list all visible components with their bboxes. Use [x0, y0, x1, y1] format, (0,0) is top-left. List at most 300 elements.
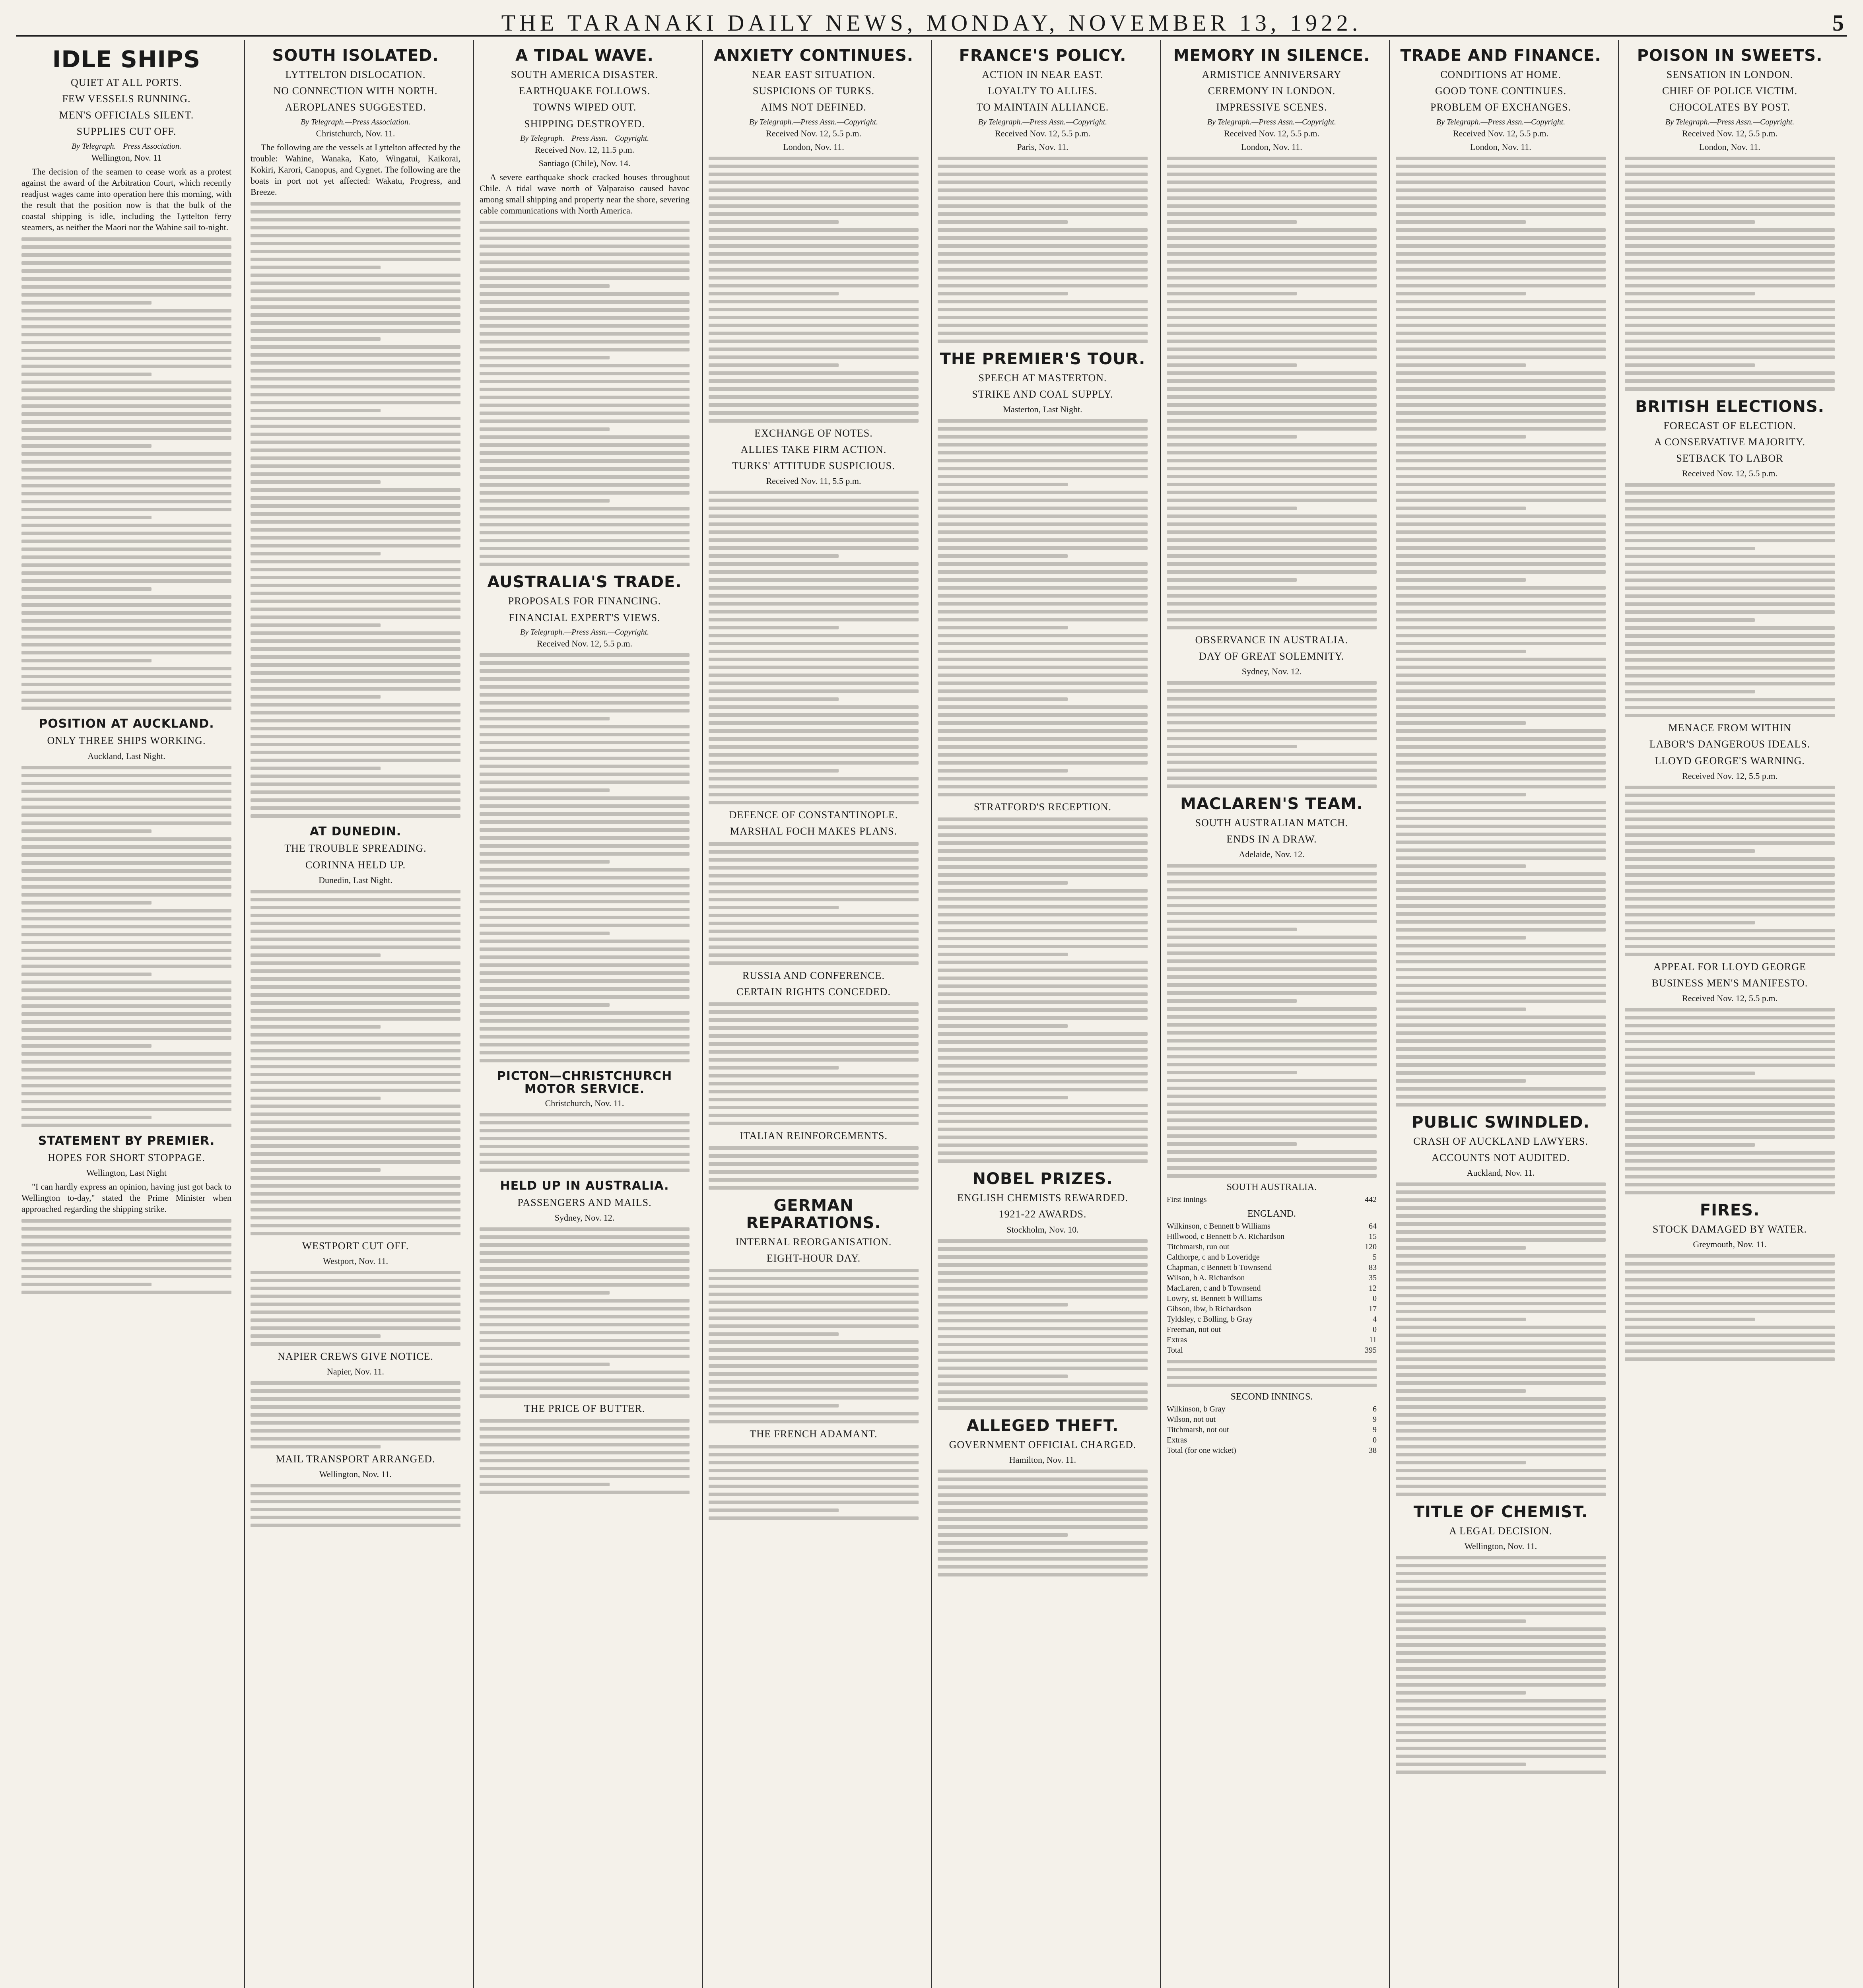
- text-line: [1167, 888, 1377, 891]
- subheading: NEAR EAST SITUATION.: [752, 69, 876, 80]
- text-line: [709, 1114, 919, 1117]
- subheading: SETBACK TO LABOR: [1676, 452, 1783, 464]
- dateline: Received Nov. 12, 5.5 p.m.: [1682, 468, 1778, 479]
- text-line: [251, 1017, 460, 1021]
- text-line: [1396, 1286, 1606, 1289]
- text-line: [938, 427, 1148, 431]
- text-line: [480, 316, 690, 320]
- column-2: [245, 40, 466, 1988]
- runs-value: 395: [1365, 1346, 1377, 1355]
- text-line: [21, 965, 231, 968]
- text-line: [480, 276, 690, 280]
- text-line: [1396, 1302, 1606, 1305]
- text-line: [1396, 896, 1606, 900]
- text-line: [21, 1235, 231, 1239]
- text-line: [938, 1549, 1148, 1553]
- text-line: [1167, 435, 1297, 439]
- text-line: [21, 595, 231, 599]
- text-line: [1625, 1032, 1835, 1035]
- text-line: [1625, 181, 1835, 184]
- batsman-name: Wilkinson, c Bennett b Williams: [1167, 1222, 1270, 1231]
- text-line: [1625, 602, 1835, 606]
- text-line: [251, 226, 460, 229]
- text-line: [480, 1027, 690, 1031]
- text-line: [1625, 953, 1835, 956]
- text-line: [938, 953, 1068, 956]
- text-line: [21, 500, 231, 503]
- text-line: [21, 813, 231, 817]
- text-line: [1396, 745, 1606, 749]
- text-line: [938, 1477, 1148, 1481]
- text-line: [938, 220, 1068, 224]
- article-text-block: [251, 202, 460, 818]
- text-line: [1625, 1064, 1835, 1067]
- text-line: [251, 1405, 460, 1409]
- text-line: [1396, 530, 1606, 534]
- text-line: [1167, 236, 1377, 240]
- text-line: [480, 979, 690, 983]
- text-line: [251, 321, 460, 325]
- text-line: [709, 1508, 839, 1512]
- text-line: [938, 1096, 1068, 1099]
- text-line: [480, 245, 690, 248]
- text-line: [480, 364, 690, 367]
- text-line: [938, 300, 1148, 303]
- text-line: [1625, 937, 1835, 940]
- text-line: [938, 642, 1148, 645]
- text-line: [1396, 1095, 1606, 1099]
- text-line: [251, 329, 460, 333]
- text-line: [480, 1169, 690, 1172]
- text-line: [1167, 681, 1377, 685]
- text-line: [709, 866, 919, 870]
- subheading: AEROPLANES SUGGESTED.: [285, 101, 426, 113]
- text-line: [480, 467, 690, 471]
- text-line: [1396, 594, 1606, 598]
- text-line: [1625, 833, 1835, 837]
- text-line: [251, 806, 460, 810]
- text-line: [251, 512, 460, 516]
- text-line: [251, 1224, 460, 1227]
- text-line: [21, 627, 231, 631]
- text-line: [938, 1493, 1148, 1497]
- text-line: [251, 1025, 381, 1029]
- text-line: [21, 782, 231, 785]
- text-line: [938, 459, 1148, 462]
- text-line: [21, 1275, 231, 1278]
- text-line: [938, 1509, 1148, 1513]
- text-line: [1625, 483, 1835, 487]
- text-line: [480, 237, 690, 240]
- text-line: [21, 1227, 231, 1231]
- text-line: [1625, 1183, 1835, 1186]
- text-line: [1396, 499, 1606, 502]
- text-line: [480, 1371, 690, 1374]
- text-line: [1625, 1318, 1755, 1321]
- text-line: [1625, 555, 1835, 558]
- dateline: Wellington, Nov. 11.: [1464, 1541, 1537, 1551]
- text-line: [938, 1080, 1148, 1083]
- text-line: [938, 1327, 1148, 1330]
- text-line: [21, 611, 231, 615]
- text-line: [1625, 300, 1835, 303]
- text-line: [938, 316, 1148, 319]
- text-line: [251, 1041, 460, 1044]
- text-line: [1167, 729, 1377, 732]
- text-line: [1396, 1572, 1606, 1575]
- text-line: [251, 361, 460, 365]
- text-line: [1396, 1731, 1606, 1734]
- text-line: [21, 277, 231, 281]
- text-line: [251, 1287, 460, 1290]
- text-line: [1396, 1270, 1606, 1274]
- subheading: LLOYD GEORGE'S WARNING.: [1655, 755, 1805, 767]
- text-line: [251, 1524, 460, 1527]
- text-line: [480, 404, 690, 407]
- text-line: [1167, 475, 1377, 478]
- scorecard-row: [1167, 1414, 1377, 1425]
- dateline: Santiago (Chile), Nov. 14.: [538, 158, 631, 168]
- text-line: [21, 452, 231, 456]
- text-line: [1167, 1360, 1377, 1363]
- text-line: [251, 938, 460, 941]
- text-line: [709, 578, 919, 582]
- text-line: [480, 1378, 690, 1382]
- text-line: [251, 218, 460, 221]
- text-line: [1396, 1349, 1606, 1353]
- text-line: [709, 252, 919, 256]
- text-line: [1167, 196, 1377, 200]
- text-line: [1167, 411, 1377, 415]
- text-line: [480, 868, 690, 872]
- text-line: [1396, 880, 1606, 884]
- text-line: [251, 1326, 460, 1330]
- text-line: [709, 697, 839, 701]
- byline: By Telegraph.—Press Assn.—Copyright.: [520, 627, 649, 637]
- text-line: [480, 308, 690, 312]
- text-line: [1396, 451, 1606, 454]
- text-line: [480, 1299, 690, 1303]
- text-line: [21, 245, 231, 249]
- text-line: [1167, 880, 1377, 883]
- text-line: [709, 355, 919, 359]
- text-line: [1167, 912, 1377, 915]
- text-line: [938, 1032, 1148, 1036]
- text-line: [1625, 650, 1835, 654]
- text-line: [1396, 1103, 1606, 1107]
- text-line: [1167, 419, 1377, 423]
- article-text-block: [709, 157, 919, 423]
- text-line: [709, 268, 919, 272]
- runs-value: 9: [1373, 1425, 1377, 1435]
- text-line: [480, 820, 690, 824]
- text-line: [251, 1216, 460, 1219]
- scorecard-row: [1167, 1324, 1377, 1335]
- text-line: [1396, 1596, 1606, 1599]
- headline: BRITISH ELECTIONS.: [1635, 397, 1824, 416]
- text-line: [1625, 1119, 1835, 1123]
- text-line: [480, 523, 690, 526]
- text-line: [251, 568, 460, 571]
- text-line: [21, 707, 231, 710]
- text-line: [251, 775, 460, 778]
- text-line: [251, 1310, 460, 1314]
- column-rule: [244, 40, 245, 1988]
- text-line: [480, 427, 610, 431]
- text-line: [1396, 618, 1606, 621]
- scorecard-row: [1167, 1262, 1377, 1273]
- subheading: CRASH OF AUCKLAND LAWYERS.: [1413, 1135, 1588, 1147]
- text-line: [251, 1508, 460, 1511]
- dateline: Received Nov. 12, 11.5 p.m.: [534, 144, 635, 155]
- text-line: [1396, 976, 1606, 979]
- text-line: [938, 1104, 1148, 1107]
- subheading: SENSATION IN LONDON.: [1666, 69, 1793, 80]
- runs-value: 11: [1369, 1336, 1377, 1345]
- text-line: [1167, 753, 1377, 756]
- article-text-block: [709, 1269, 919, 1423]
- text-line: [709, 292, 839, 295]
- text-line: [251, 790, 460, 794]
- text-line: [480, 733, 690, 736]
- text-line: [938, 1485, 1148, 1489]
- scorecard-row: [1167, 1293, 1377, 1304]
- text-line: [480, 971, 690, 975]
- text-line: [480, 555, 690, 558]
- text-line: [21, 524, 231, 527]
- scorecard-row: [1167, 1445, 1377, 1456]
- text-line: [938, 332, 1148, 335]
- text-line: [1167, 522, 1377, 526]
- text-line: [938, 1525, 1148, 1529]
- subheading: SPEECH AT MASTERTON.: [978, 372, 1107, 384]
- text-line: [1396, 1429, 1606, 1433]
- text-line: [251, 1500, 460, 1503]
- text-line: [480, 796, 690, 800]
- text-line: [251, 663, 460, 667]
- text-line: [21, 845, 231, 849]
- subheading: EIGHT-HOUR DAY.: [766, 1252, 861, 1264]
- text-line: [21, 917, 231, 920]
- batsman-name: Titchmarsh, not out: [1167, 1425, 1229, 1435]
- text-line: [938, 785, 1148, 788]
- text-line: [251, 914, 460, 917]
- text-line: [21, 901, 152, 905]
- text-line: [938, 1398, 1148, 1402]
- text-line: [938, 729, 1148, 733]
- text-line: [251, 743, 460, 746]
- text-line: [1396, 1699, 1606, 1703]
- dateline: Sydney, Nov. 12.: [1241, 666, 1302, 676]
- text-line: [1396, 546, 1606, 550]
- text-line: [21, 309, 231, 313]
- text-line: [1167, 769, 1377, 772]
- text-line: [480, 1427, 690, 1431]
- text-line: [1167, 173, 1377, 176]
- text-line: [251, 798, 460, 802]
- text-line: [938, 697, 1068, 701]
- text-line: [938, 173, 1148, 176]
- text-line: [1625, 387, 1835, 391]
- text-line: [480, 419, 690, 423]
- text-line: [1396, 681, 1606, 685]
- headline: POISON IN SWEETS.: [1637, 47, 1823, 65]
- text-line: [1396, 1739, 1606, 1742]
- column-5: [932, 40, 1153, 1988]
- text-line: [1625, 594, 1835, 598]
- text-line: [251, 297, 460, 301]
- text-line: [938, 618, 1148, 621]
- text-line: [21, 341, 231, 344]
- text-line: [1625, 825, 1835, 829]
- scorecard-row: [1167, 1221, 1377, 1231]
- text-line: [1396, 1294, 1606, 1297]
- text-line: [1625, 817, 1835, 821]
- text-line: [938, 1295, 1148, 1299]
- text-line: [1396, 443, 1606, 447]
- subheading: WESTPORT CUT OFF.: [302, 1240, 409, 1252]
- text-line: [1167, 1166, 1377, 1170]
- text-line: [1396, 920, 1606, 924]
- text-line: [709, 850, 919, 854]
- text-line: [709, 938, 919, 941]
- text-line: [480, 916, 690, 919]
- text-line: [1396, 1723, 1606, 1726]
- text-line: [1396, 538, 1606, 542]
- text-line: [480, 812, 690, 816]
- text-line: [251, 369, 460, 373]
- article-text-block: [480, 1227, 690, 1398]
- text-line: [251, 1445, 381, 1448]
- text-line: [1396, 316, 1606, 319]
- text-line: [21, 1219, 231, 1223]
- headline: GERMAN REPARATIONS.: [746, 1196, 881, 1233]
- text-line: [1396, 825, 1606, 828]
- text-line: [1167, 348, 1377, 351]
- scorecard-row: [1167, 1194, 1377, 1205]
- text-line: [251, 814, 460, 818]
- text-line: [1625, 1159, 1835, 1163]
- text-line: [709, 1445, 919, 1448]
- text-line: [251, 922, 460, 925]
- text-line: [480, 1267, 690, 1271]
- subheading: BUSINESS MEN'S MANIFESTO.: [1651, 977, 1808, 989]
- subheading: THE PRICE OF BUTTER.: [524, 1402, 645, 1414]
- text-line: [938, 483, 1068, 486]
- text-line: [480, 860, 610, 864]
- text-line: [21, 349, 231, 352]
- text-line: [1396, 1031, 1606, 1035]
- text-line: [1167, 920, 1377, 923]
- text-line: [21, 941, 231, 944]
- text-line: [21, 925, 231, 928]
- text-line: [938, 1040, 1148, 1044]
- text-line: [480, 780, 690, 784]
- subheading: LABOR'S DANGEROUS IDEALS.: [1649, 738, 1811, 750]
- batsman-name: Total (for one wicket): [1167, 1446, 1236, 1455]
- text-line: [1167, 276, 1377, 280]
- text-line: [480, 1467, 690, 1470]
- text-line: [21, 837, 231, 841]
- subheading: SHIPPING DESTROYED.: [524, 118, 645, 130]
- text-line: [1167, 554, 1377, 558]
- text-line: [938, 961, 1148, 964]
- text-line: [1625, 682, 1835, 685]
- text-line: [938, 1048, 1148, 1052]
- text-line: [938, 1159, 1148, 1163]
- dateline: Received Nov. 12, 5.5 p.m.: [1224, 128, 1319, 138]
- text-line: [480, 1307, 690, 1310]
- dateline: Received Nov. 12, 5.5 p.m.: [1682, 128, 1778, 138]
- text-line: [709, 546, 919, 550]
- text-line: [1625, 1334, 1835, 1337]
- text-line: [709, 403, 919, 407]
- text-line: [251, 202, 460, 206]
- article-text-block: [251, 1381, 460, 1448]
- dateline: Auckland, Last Night.: [87, 751, 165, 761]
- batsman-name: Tyldsley, c Bolling, b Gray: [1167, 1315, 1253, 1324]
- text-line: [1396, 705, 1606, 709]
- text-line: [480, 1003, 610, 1007]
- text-line: [709, 930, 919, 933]
- text-line: [1625, 810, 1835, 813]
- text-line: [1396, 864, 1526, 868]
- dateline: Received Nov. 12, 5.5 p.m.: [995, 128, 1090, 138]
- text-line: [1396, 1190, 1606, 1194]
- text-line: [1625, 1262, 1835, 1266]
- text-line: [1625, 642, 1835, 646]
- text-line: [1396, 1747, 1606, 1750]
- text-line: [1396, 308, 1606, 311]
- text-line: [709, 1485, 919, 1488]
- text-line: [938, 451, 1148, 454]
- article-text-block: [709, 491, 919, 804]
- page-number: 5: [1832, 10, 1844, 36]
- text-line: [21, 885, 231, 889]
- text-line: [21, 949, 231, 952]
- text-line: [1396, 491, 1606, 494]
- text-line: [21, 412, 231, 416]
- text-line: [1396, 379, 1606, 383]
- text-line: [21, 333, 231, 336]
- text-line: [1396, 1437, 1606, 1441]
- subheading: A LEGAL DECISION.: [1449, 1525, 1552, 1537]
- text-line: [709, 1301, 919, 1304]
- text-line: [938, 1056, 1148, 1060]
- text-line: [480, 725, 690, 728]
- text-line: [938, 793, 1148, 796]
- text-line: [1396, 801, 1606, 804]
- text-line: [251, 1271, 460, 1274]
- text-line: [1625, 1048, 1835, 1051]
- text-line: [938, 841, 1148, 845]
- text-line: [709, 1106, 919, 1109]
- text-line: [480, 499, 610, 503]
- text-line: [1167, 395, 1377, 399]
- runs-value: 64: [1369, 1222, 1377, 1231]
- text-line: [480, 1243, 690, 1247]
- text-line: [21, 1108, 231, 1111]
- text-line: [938, 984, 1148, 988]
- text-line: [709, 586, 919, 590]
- runs-value: 38: [1369, 1446, 1377, 1455]
- text-line: [1396, 1588, 1606, 1591]
- text-line: [1396, 276, 1606, 280]
- dateline: Received Nov. 12, 5.5 p.m.: [1682, 993, 1778, 1004]
- scorecard-row: [1167, 1304, 1377, 1314]
- text-line: [709, 777, 919, 780]
- headline: NOBEL PRIZES.: [972, 1170, 1113, 1188]
